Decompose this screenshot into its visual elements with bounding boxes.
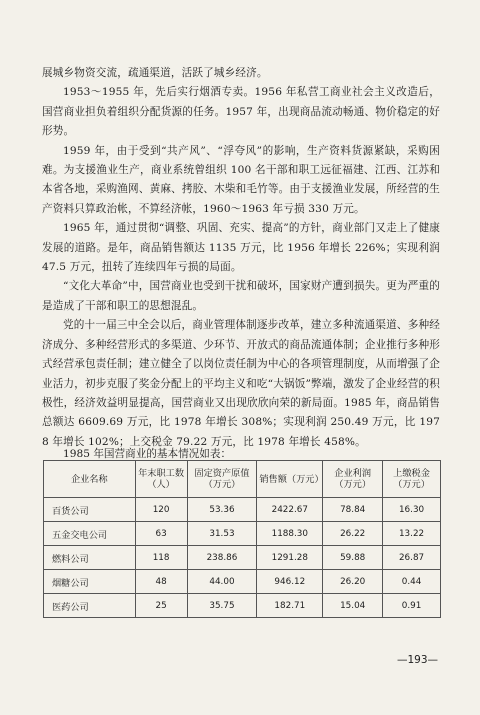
table-header-row: [44, 461, 441, 498]
table-cell: 13.22: [383, 522, 441, 546]
table-cell: 44.00: [187, 570, 257, 594]
table-row: [44, 594, 441, 618]
table-cell: 15.04: [323, 594, 383, 618]
header-cell: 企业利润（万元）: [323, 461, 383, 498]
paragraph: 1953～1955 年，先后实行烟酒专卖。1956 年私营工商业社会主义改造后，国营商业担负着组织分配货源的任务。1957 年，出现商品流动畅通、物价稳定的好形势。: [42, 86, 440, 138]
header-cell: 上缴税金（万元）: [383, 461, 441, 498]
table-cell: 946.12: [257, 570, 323, 594]
company-name-cell: 医药公司: [44, 594, 136, 618]
table-cell: 2422.67: [257, 498, 323, 522]
table-cell: 1188.30: [257, 522, 323, 546]
paragraph: 党的十一届三中全会以后，商业管理体制逐步改革，建立多种流通渠道、多种经济成分、多种经营形式的多渠道、少环节、开放式的商品流通体制；企业推行多种形式经营承包责任制；建立健全了以岗位责任制为中心的各项管理制度，从而增强了企业活力，初步克服了奖金分配上的平均主义和吃“大锅饭”弊端，激发了企业经营的积极性，经济效益明显提高，国营商业又出现欣欣向荣的新局面。1985 年，商品销售总额达 6609.69 万元，比 1978 年增长 308%；实现利润 250.49 万元，比 1978 年增长 102%；上交税金 79.22 万元，比 1978 年增长 458%。: [42, 319, 440, 448]
header-cell: 企业名称: [44, 461, 136, 498]
paragraph: 1965 年，通过贯彻“调整、巩固、充实、提高”的方针，商业部门又走上了健康发展的道路。是年，商品销售额达 1135 万元，比 1956 年增长 226%；实现利润 47.5 万元，扭转了连续四年亏损的局面。: [42, 222, 440, 274]
table-row: [44, 546, 441, 570]
table-cell: 26.20: [323, 570, 383, 594]
table-cell: 1291.28: [257, 546, 323, 570]
paragraph: “文化大革命”中，国营商业也受到干扰和破坏，国家财产遭到损失。更为严重的是造成了干部和职工的思想混乱。: [42, 280, 440, 312]
company-name-cell: 燃料公司: [44, 546, 136, 570]
company-name-cell: 五金交电公司: [44, 522, 136, 546]
table-cell: 238.86: [187, 546, 257, 570]
table-cell: 16.30: [383, 498, 441, 522]
paragraph: 展城乡物资交流，疏通渠道，活跃了城乡经济。: [42, 67, 268, 79]
paragraph: 1959 年，由于受到“共产风”、“浮夸风”的影响，生产资料货源紧缺，采购困难。为支援渔业生产，商业系统曾组织 100 名干部和职工远征福建、江西、江苏和本省各地，采购渔网、黄麻、拷胶、木柴和毛竹等。由于支援渔业发展，所经营的生产资料只算政治帐，不算经济帐，1960～1963 年亏损 330 万元。: [42, 144, 440, 215]
table-cell: 78.84: [323, 498, 383, 522]
table-cell: 120: [135, 498, 187, 522]
body-text: [42, 64, 440, 452]
table-caption: 1985 年国营商业的基本情况如表：: [63, 448, 232, 460]
table-cell: 26.87: [383, 546, 441, 570]
table-cell: 26.22: [323, 522, 383, 546]
table-cell: 35.75: [187, 594, 257, 618]
table-row: [44, 570, 441, 594]
table-cell: 48: [135, 570, 187, 594]
table-cell: 182.71: [257, 594, 323, 618]
table-cell: 118: [135, 546, 187, 570]
company-name-cell: 烟糖公司: [44, 570, 136, 594]
table-cell: 25: [135, 594, 187, 618]
header-cell: 年末职工数（人）: [135, 461, 187, 498]
commerce-stats-table: [43, 460, 441, 618]
table-cell: 0.91: [383, 594, 441, 618]
header-cell: 固定资产原值（万元）: [187, 461, 257, 498]
table-cell: 0.44: [383, 570, 441, 594]
table-cell: 59.88: [323, 546, 383, 570]
table-cell: 31.53: [187, 522, 257, 546]
table-row: [44, 498, 441, 522]
header-cell: 销售额（万元）: [257, 461, 323, 498]
page-number: —193—: [397, 654, 439, 666]
company-name-cell: 百货公司: [44, 498, 136, 522]
table-cell: 53.36: [187, 498, 257, 522]
table-row: [44, 522, 441, 546]
table-cell: 63: [135, 522, 187, 546]
